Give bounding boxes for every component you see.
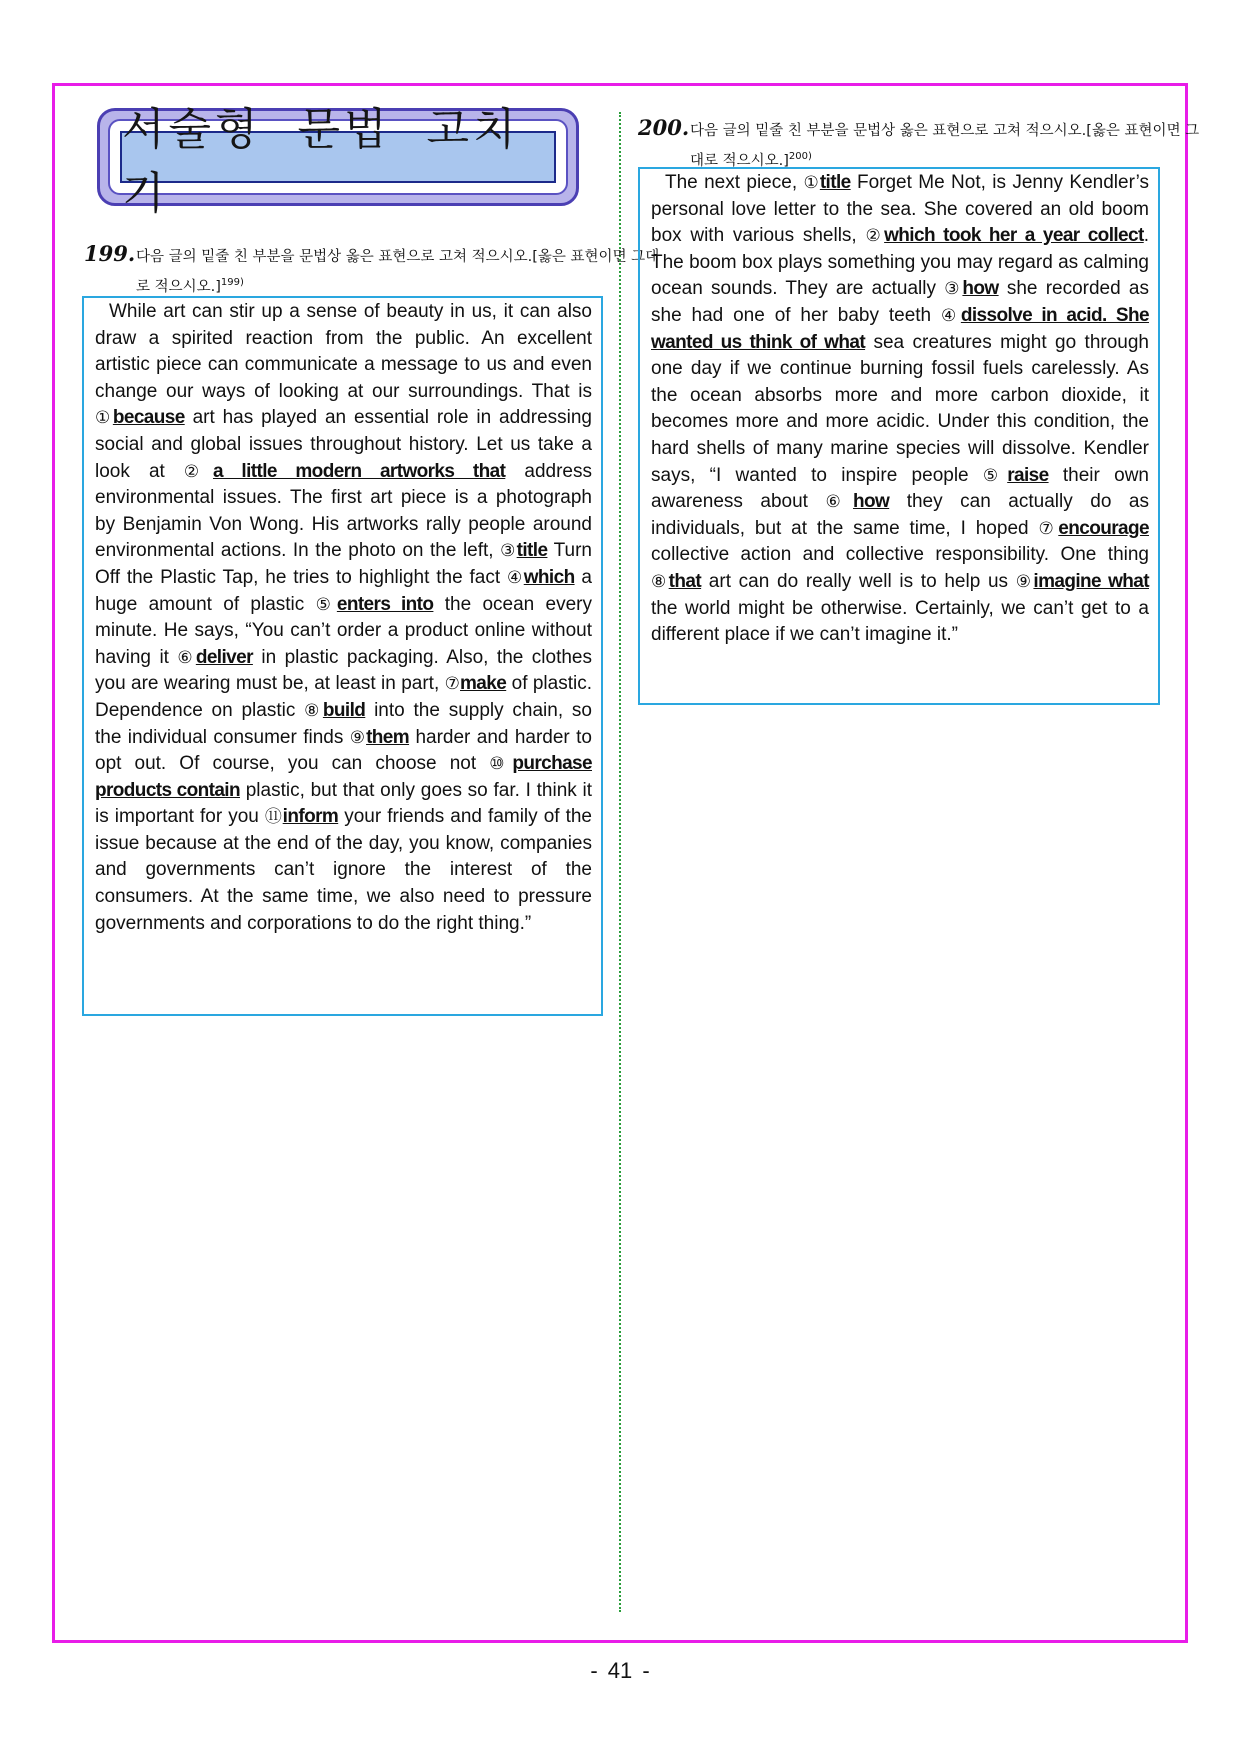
passage-text: a huge amount of plastic [95, 566, 592, 615]
passage-text: Forget Me Not, is Jenny Kendler’s personal love letter to the sea. She covered an old boom box with various shells, [651, 172, 1149, 247]
blank-marker: ⑪ [264, 807, 283, 827]
underlined-phrase: because [112, 407, 185, 429]
blank-marker: ① [803, 173, 820, 192]
passage-text: harder and harder to opt out. Of course, you can choose not [95, 726, 592, 775]
underlined-phrase: raise [1007, 464, 1049, 486]
blank-marker: ⑥ [825, 492, 853, 512]
underlined-phrase: purchase products contain [95, 753, 592, 801]
blank-marker: ① [95, 408, 113, 428]
question-200-header [638, 115, 1210, 174]
passage-text: into the supply chain, so the individual consumer finds [95, 699, 592, 748]
passage-text: . The boom box plays something you may regard as calming ocean sounds. They are actually [651, 225, 1149, 300]
blank-marker: ④ [506, 567, 524, 587]
passage-text: they can actually do as individuals, but at the same time, I hoped [651, 491, 1149, 539]
underlined-phrase: which [523, 566, 575, 588]
question-199-text [95, 299, 592, 937]
underlined-phrase: deliver [195, 646, 253, 668]
column-divider [619, 112, 621, 1612]
passage-text: art can do really well is to help us [701, 570, 1016, 592]
blank-marker: ③ [500, 541, 517, 561]
passage-text: plastic, but that only goes so far. I think it is important for you [95, 779, 593, 828]
underlined-phrase: a little modern artworks that [212, 460, 506, 482]
blank-marker: ⑤ [315, 594, 337, 614]
passage-text: While art can stir up a sense of beauty in us, it can also draw a spirited reaction from the public. An excellent artistic piece can communicate a message to us and even change our ways of looking at our surroundings. That is [95, 301, 592, 402]
question-200-text [651, 170, 1149, 649]
question-199-instruction: 다음 글의 밑줄 친 부분을 문법상 옳은 표현으로 고쳐 적으시오.[옳은 표현이면 그대로 적으시오.] [136, 249, 660, 295]
passage-text: of plastic. Dependence on plastic [95, 673, 593, 721]
underlined-phrase: title [516, 540, 548, 562]
passage-text: the world might be otherwise. Certainly, we can’t get to a different place if we can’t imagine it.” [651, 597, 1149, 646]
passage-text: sea creatures might go through one day if we continue burning fossil fuels carelessly. As the ocean absorbs more and more carbon dioxide, it becomes more and more acidic. Under this condition, the hard shells of many marine species will dissolve. Kendler says, “I wanted to inspire people [651, 331, 1150, 486]
underlined-phrase: which took her a year collect [884, 225, 1144, 247]
underlined-phrase: title [819, 172, 851, 193]
blank-marker: ② [865, 226, 885, 246]
page-number: - 41 - [590, 1658, 650, 1683]
question-200-number: 200. [638, 115, 690, 140]
passage-text: collective action and collective responsibility. One thing [651, 544, 1149, 566]
blank-marker: ⑨ [1015, 571, 1034, 591]
underlined-phrase: dissolve in acid. She wanted us think of what [651, 304, 1149, 353]
blank-marker: ⑦ [444, 674, 461, 694]
blank-marker: ③ [944, 279, 963, 299]
underlined-phrase: build [322, 699, 366, 721]
underlined-phrase: how [852, 491, 890, 513]
blank-marker: ⑥ [177, 647, 196, 667]
underlined-phrase: enters into [336, 593, 434, 615]
blank-marker: ⑧ [304, 700, 323, 720]
passage-text: the ocean every minute. He says, “You can’t order a product online without having it [95, 593, 592, 668]
underlined-phrase: encourage [1058, 517, 1149, 539]
underlined-phrase: how [962, 278, 999, 300]
underlined-phrase: imagine what [1033, 570, 1149, 592]
underlined-phrase: inform [282, 806, 339, 828]
title-banner [97, 104, 579, 219]
question-200-instruction: 다음 글의 밑줄 친 부분을 문법상 옳은 표현으로 고쳐 적으시오.[옳은 표현이면 그대로 적으시오.] [690, 123, 1200, 169]
question-199-passage [82, 296, 603, 1016]
question-200-ref: 200) [788, 151, 812, 162]
blank-marker: ⑩ [489, 754, 513, 774]
blank-marker: ④ [941, 305, 961, 325]
passage-text: art has played an essential role in addressing social and global issues throughout history. Let us take a look at [95, 407, 592, 482]
question-199-header [84, 241, 662, 300]
question-200-passage [638, 167, 1160, 705]
question-199-number: 199. [84, 241, 136, 266]
blank-marker: ⑤ [982, 465, 1008, 485]
passage-text: Turn Off the Plastic Tap, he tries to highlight the fact [95, 540, 592, 588]
passage-text: she recorded as she had one of her baby teeth [651, 278, 1149, 326]
passage-text: their own awareness about [651, 464, 1150, 513]
underlined-phrase: that [668, 570, 702, 592]
passage-text: address environmental issues. The first art piece is a photograph by Benjamin Von Wong. His artworks rally people around environmental actions. In the photo on the left, [95, 460, 592, 562]
blank-marker: ⑨ [349, 727, 367, 747]
passage-text: The next piece, [665, 172, 804, 193]
blank-marker: ⑦ [1038, 518, 1059, 538]
underlined-phrase: make [460, 673, 507, 695]
passage-text: in plastic packaging. Also, the clothes you are wearing must be, at least in part, [95, 646, 592, 695]
blank-marker: ② [183, 461, 213, 481]
question-199-ref: 199) [220, 277, 244, 288]
blank-marker: ⑧ [651, 571, 669, 591]
underlined-phrase: them [366, 726, 410, 748]
passage-text: your friends and family of the issue because at the end of the day, you know, companies and governments can’t ignore the interest of the consumers. At the same time, we also need to pressure governments and corporations to do the right thing.” [95, 806, 593, 934]
page-title: 서술형 문법 고치기 [122, 104, 520, 219]
